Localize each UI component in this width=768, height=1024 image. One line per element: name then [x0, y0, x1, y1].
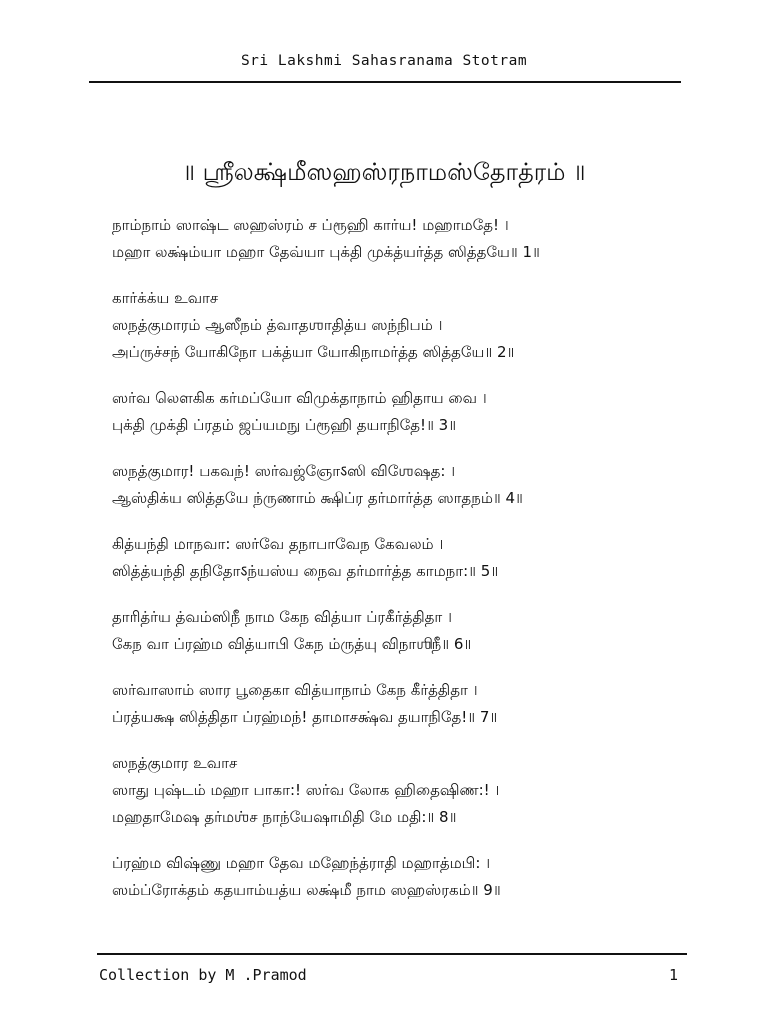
speaker-line: கார்க்க்ய உவாச	[112, 289, 219, 307]
verse-line: மஹதாமேஷ தர்மஶ்ச நாந்யேஷாமிதி மே மதி:॥ 8॥	[112, 808, 457, 826]
verse-body	[112, 212, 672, 923]
footer-credit: Collection by M .Pramod	[99, 966, 307, 984]
verse-line: ஸநத்குமாரம் ஆஸீநம் த்வாதஶாதித்ய ஸந்நிபம் ।	[112, 316, 443, 334]
verse-line: கித்யந்தி மாநவா: ஸர்வே தநாபாவேந கேவலம் ।	[112, 535, 444, 553]
page-number: 1	[668, 966, 678, 984]
verse-line: ப்ரஹ்ம விஷ்ணு மஹா தேவ மஹேந்த்ராதி மஹாத்மபி: ।	[112, 854, 491, 872]
verse-line: ஸாது புஷ்டம் மஹா பாகா:! ஸர்வ லோக ஹிதைஷிண:! ।	[112, 781, 500, 799]
verse-line: ஆஸ்திக்ய ஸித்தயே ந்ருணாம் க்ஷிப்ர தர்மார்த்த ஸாதநம்॥ 4॥	[112, 489, 523, 507]
stanza-9	[112, 850, 672, 904]
stanza-6	[112, 604, 672, 658]
stanza-4	[112, 458, 672, 512]
document-title: ॥ ஶ்ரீலக்ஷ்மீஸஹஸ்ரநாமஸ்தோத்ரம் ॥	[182, 158, 586, 186]
verse-line: ஸம்ப்ரோக்தம் கதயாம்யத்ய லக்ஷ்மீ நாம ஸஹஸ்ரகம்॥ 9॥	[112, 881, 501, 899]
verse-line: தாரித்ர்ய த்வம்ஸிநீ நாம கேந வித்யா ப்ரகீர்த்திதா ।	[112, 608, 452, 626]
verse-line: புக்தி முக்தி ப்ரதம் ஜப்யமநு ப்ரூஹி தயாநிதே!॥ 3॥	[112, 416, 457, 434]
stanza-3	[112, 385, 672, 439]
verse-line: அப்ருச்சந் யோகிநோ பக்த்யா யோகிநாமர்த்த ஸித்தயே॥ 2॥	[112, 343, 515, 361]
stanza-8	[112, 750, 672, 831]
verse-line: மஹா லக்ஷ்ம்யா மஹா தேவ்யா புக்தி முக்த்யர்த்த ஸித்தயே॥ 1॥	[112, 243, 540, 261]
verse-line: ஸர்வாஸாம் ஸார பூதைகா வித்யாநாம் கேந கீர்த்திதா ।	[112, 681, 478, 699]
verse-line: கேந வா ப்ரஹ்ம வித்யாபி கேந ம்ருத்யு விநாஶிநீ॥ 6॥	[112, 635, 472, 653]
running-header: Sri Lakshmi Sahasranama Stotram	[240, 53, 528, 69]
stanza-1	[112, 212, 672, 266]
header-rule	[89, 81, 681, 83]
speaker-line: ஸநத்குமார உவாச	[112, 754, 238, 772]
stanza-2	[112, 285, 672, 366]
verse-line: ஸநத்குமார! பகவந்! ஸர்வஜ்ஞோऽஸி விஶேஷத: ।	[112, 462, 456, 480]
footer-rule	[97, 953, 687, 955]
verse-line: நாம்நாம் ஸாஷ்ட ஸஹஸ்ரம் ச ப்ரூஹி கார்ய! மஹாமதே! ।	[112, 216, 509, 234]
stanza-7	[112, 677, 672, 731]
stanza-5	[112, 531, 672, 585]
verse-line: ஸர்வ லௌகிக கர்மப்யோ விமுக்தாநாம் ஹிதாய வை ।	[112, 389, 487, 407]
verse-line: ப்ரத்யக்ஷ ஸித்திதா ப்ரஹ்மந்! தாமாசக்ஷ்வ தயாநிதே!॥ 7॥	[112, 708, 498, 726]
verse-line: ஸித்த்யந்தி தநிதோऽந்யஸ்ய நைவ தர்மார்த்த காமநா:॥ 5॥	[112, 562, 499, 580]
